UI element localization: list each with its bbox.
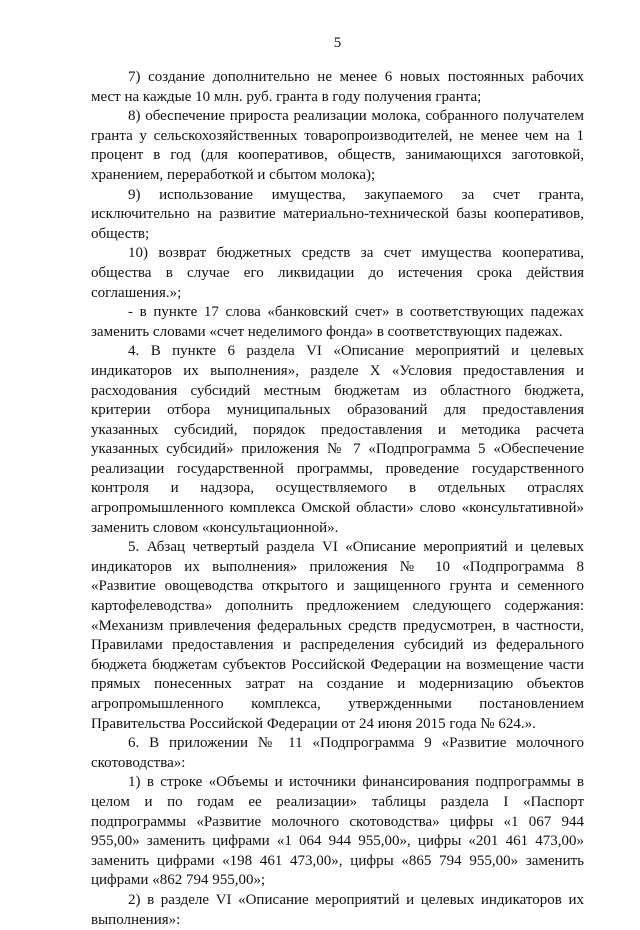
paragraph-item-7: 7) создание дополнительно не менее 6 новых постоянных рабочих мест на каждые 10 млн. руб. гранта в году получения гранта; xyxy=(91,69,584,105)
paragraph-point-17-replacement: - в пункте 17 слова «банковский счет» в соответствующих падежах заменить словами «счет неделимого фонда» в соответствующих падежах. xyxy=(91,304,584,340)
paragraph-item-9: 9) использование имущества, закупаемого за счет гранта, исключительно на развитие материально-технической базы кооперативов, обществ; xyxy=(91,186,584,242)
paragraph-item-8: 8) обеспечение прироста реализации молока, собранного получателем гранта у сельскохозяйственных товаропроизводителей, не менее чем на 1 процент в год (для кооперативов, обществ, занимающихся заготовкой, хранением, переработкой и сбытом молока); xyxy=(91,108,584,183)
paragraph-section-6-item-2: 2) в разделе VI «Описание мероприятий и целевых индикаторов их выполнения»: xyxy=(91,891,584,928)
page-number: 5 xyxy=(333,35,342,51)
paragraph-section-6: 6. В приложении № 11 «Подпрограмма 9 «Развитие молочного скотоводства»: xyxy=(91,735,584,771)
paragraph-section-4: 4. В пункте 6 раздела VI «Описание мероприятий и целевых индикаторов их выполнения», разделе X «Условия предоставления и расходования субсидий местным бюджетам из областного бюджета, критерии отбора муниципальных образований для предоставления указанных субсидий, порядок предоставления и методика расчета указанных субсидий» приложения № 7 «Подпрограмма 5 «Обеспечение реализации государственной программы, проведение государственного контроля и надзора, осуществляемого в отдельных отраслях агропромышленного комплекса Омской области» слово «консультативной» заменить словом «консультационной». xyxy=(91,343,584,536)
paragraph-item-10: 10) возврат бюджетных средств за счет имущества кооператива, общества в случае его ликвидации до истечения срока действия соглашения.»; xyxy=(91,245,584,301)
paragraph-section-5: 5. Абзац четвертый раздела VI «Описание мероприятий и целевых индикаторов их выполнения» приложения № 10 «Подпрограмма 8 «Развитие овощеводства открытого и защищенного грунта и семенного картофелеводства» дополнить предложением следующего содержания: «Механизм привлечения федеральных средств предусмотрен, в частности, Правилами предоставления и распределения субсидий из федерального бюджета бюджетам субъектов Российской Федерации на возмещение части прямых понесенных затрат на создание и модернизацию объектов агропромышленного комплекса, утвержденными постановлением Правительства Российской Федерации от 24 июня 2015 года № 624.». xyxy=(91,539,584,732)
paragraph-section-6-item-1: 1) в строке «Объемы и источники финансирования подпрограммы в целом и по годам ее реализации» таблицы раздела I «Паспорт подпрограммы «Развитие молочного скотоводства» цифры «1 067 944 955,00» заменить цифрами «1 064 944 955,00», цифры «201 461 473,00» заменить цифрами «198 461 473,00», цифры «865 794 955,00» заменить цифрами «862 794 955,00»; xyxy=(91,774,584,889)
